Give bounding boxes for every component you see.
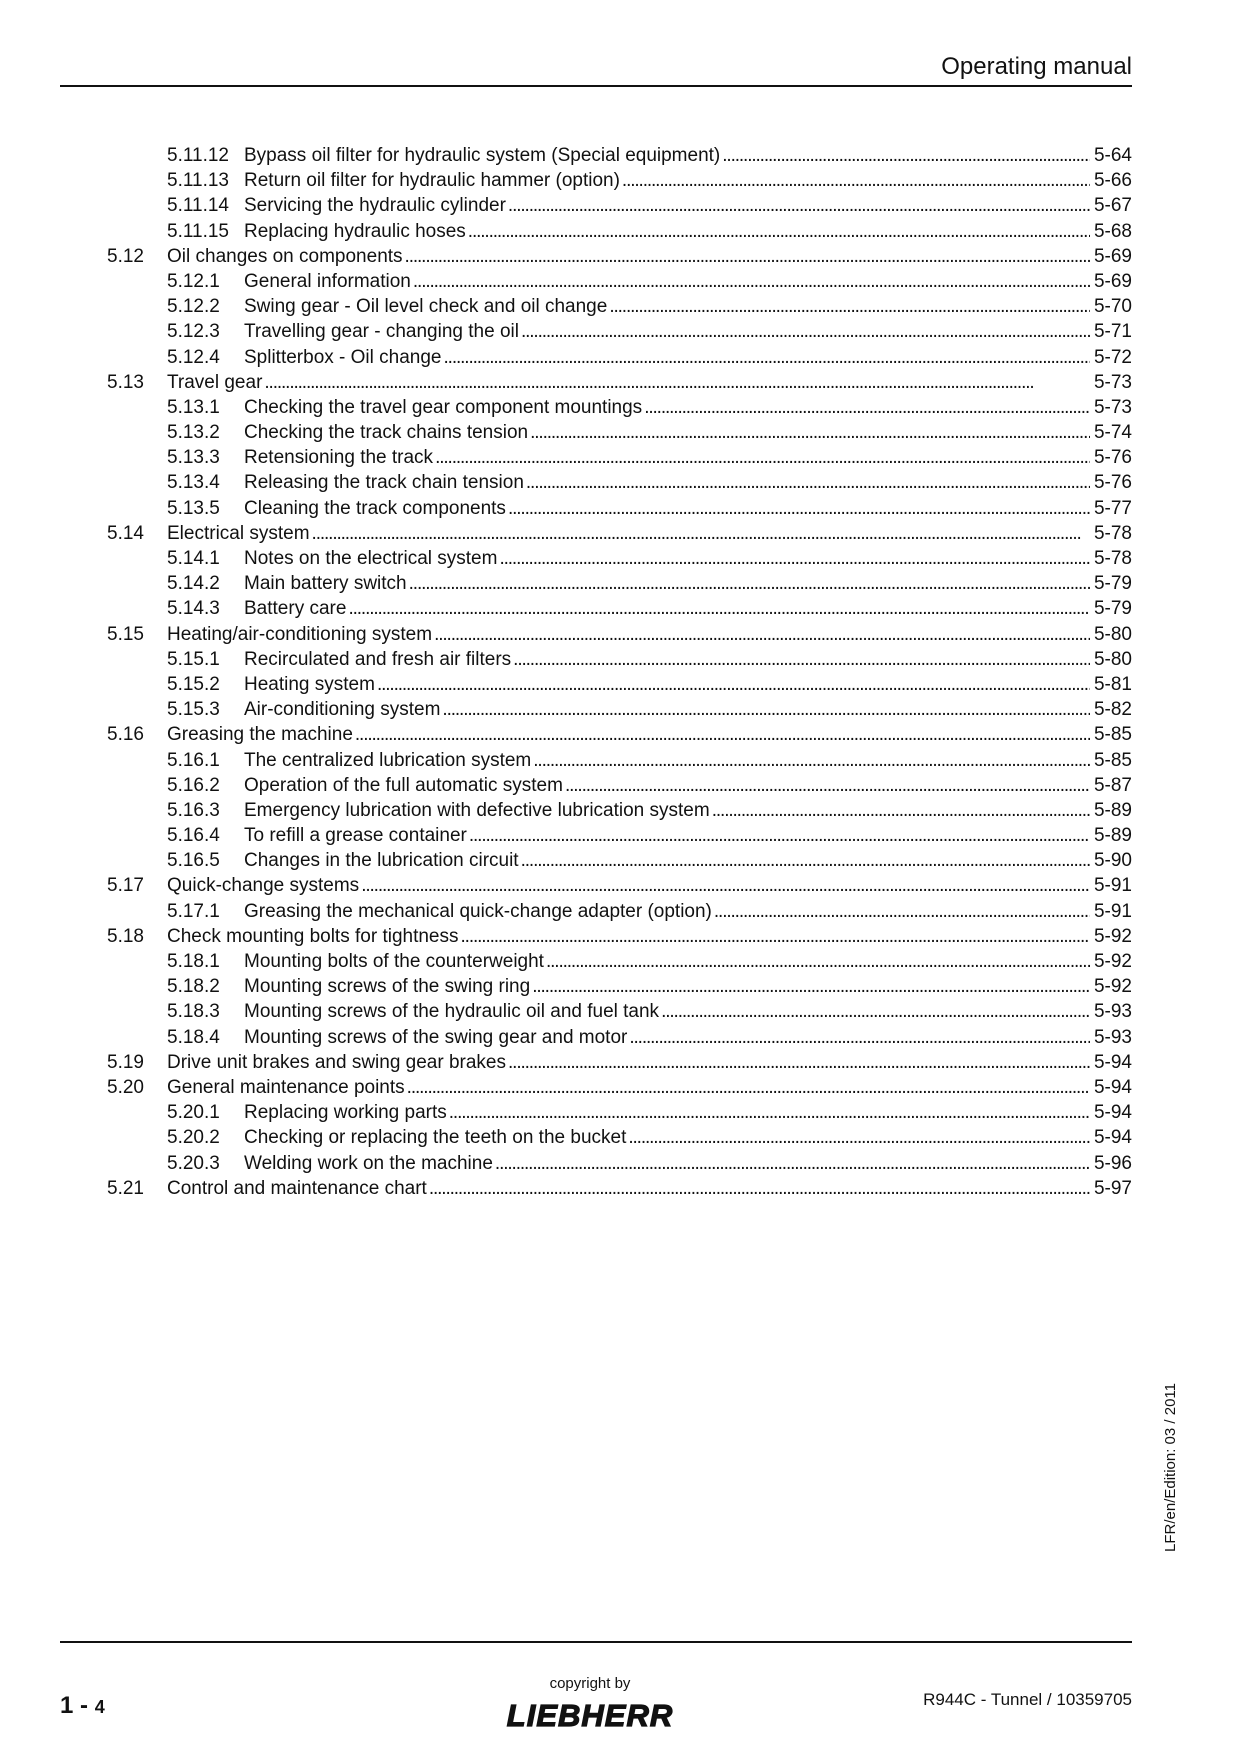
toc-entry-page: 5-80 (1093, 648, 1132, 670)
toc-entry-title: Mounting bolts of the counterweight (244, 951, 544, 972)
toc-entry (0, 672, 1240, 697)
toc-entry-title: Checking the track chains tension (244, 422, 529, 444)
toc-leader-dots (361, 873, 1090, 898)
toc-entry-body (167, 1075, 1132, 1100)
toc-entry-number: 5.18.4 (167, 1026, 220, 1048)
toc-entry-number: 5.12.3 (167, 321, 220, 343)
toc-entry-title: Greasing the mechanical quick-change adapter (option) (244, 900, 712, 922)
toc-entry (0, 420, 1240, 445)
toc-entry-page: 5-90 (1093, 850, 1132, 872)
toc-entry (0, 647, 1240, 672)
toc-entry-number: 5.20.1 (167, 1102, 220, 1124)
toc-leader-dots (714, 899, 1090, 924)
toc-entry (0, 848, 1240, 873)
toc-entry-title: Quick-change systems (167, 875, 360, 897)
toc-entry-page: 5-85 (1093, 724, 1132, 746)
toc-entry-body (244, 647, 1132, 672)
toc-entry (0, 773, 1240, 798)
toc-entry-number: 5.13.2 (167, 422, 220, 444)
toc-entry-page: 5-91 (1093, 875, 1132, 897)
toc-entry-page: 5-71 (1093, 321, 1132, 343)
toc-leader-dots (461, 924, 1090, 949)
footer-chapter: 1 - (60, 1692, 89, 1719)
toc-entry-body (244, 420, 1132, 445)
toc-leader-dots (508, 496, 1090, 521)
toc-entry-body (244, 848, 1132, 873)
toc-entry (0, 823, 1240, 848)
toc-leader-dots (407, 1075, 1090, 1100)
footer-page: 4 (94, 1697, 105, 1717)
toc-entry-title: Welding work on the machine (244, 1152, 493, 1174)
toc-entry (0, 748, 1240, 773)
toc-entry-page: 5-94 (1093, 1051, 1132, 1073)
toc-entry-number: 5.18.2 (167, 976, 220, 998)
toc-entry-body (244, 823, 1132, 848)
toc-entry-title: Replacing hydraulic hoses (244, 220, 466, 242)
toc-entry-body (167, 1176, 1132, 1201)
toc-leader-dots (533, 748, 1090, 773)
toc-entry-body (244, 345, 1132, 370)
toc-entry-title: Swing gear - Oil level check and oil change (244, 296, 608, 318)
toc-leader-dots (532, 974, 1090, 999)
toc-entry-title: Control and maintenance chart (167, 1177, 427, 1199)
toc-entry-body (167, 1050, 1132, 1075)
toc-entry (0, 219, 1240, 244)
toc-leader-dots (355, 722, 1090, 747)
toc-entry-number: 5.15.1 (167, 648, 220, 670)
toc-entry-page: 5-96 (1093, 1152, 1132, 1174)
toc-entry (0, 1075, 1240, 1100)
toc-leader-dots (312, 521, 1090, 546)
toc-entry-number: 5.20.2 (167, 1127, 220, 1149)
toc-entry (0, 521, 1240, 546)
toc-entry-number: 5.17.1 (167, 900, 220, 922)
toc-entry-title: To refill a grease container (244, 825, 467, 847)
toc-leader-dots (444, 345, 1090, 370)
toc-entry-number: 5.13.1 (167, 396, 220, 418)
header-rule (60, 85, 1132, 87)
toc-entry (0, 143, 1240, 168)
toc-entry-number: 5.19 (107, 1051, 144, 1073)
toc-entry-title: Electrical system (167, 522, 310, 544)
toc-leader-dots (429, 1176, 1090, 1201)
toc-entry-number: 5.12 (107, 245, 144, 267)
toc-leader-dots (661, 999, 1090, 1024)
toc-entry-body (167, 521, 1132, 546)
toc-entry-title: Cleaning the track components (244, 497, 506, 519)
toc-entry-number: 5.13 (107, 371, 144, 393)
toc-entry-title: Servicing the hydraulic cylinder (244, 195, 506, 217)
toc-entry-page: 5-94 (1093, 1127, 1132, 1149)
toc-entry (0, 1176, 1240, 1201)
toc-entry-title: Oil changes on components (167, 245, 403, 267)
toc-entry (0, 697, 1240, 722)
toc-entry-page: 5-69 (1093, 270, 1132, 292)
toc-entry-body (244, 748, 1132, 773)
toc-entry-page: 5-93 (1093, 1026, 1132, 1048)
toc-leader-dots (513, 647, 1090, 672)
toc-entry-body (167, 924, 1132, 949)
toc-entry-number: 5.12.2 (167, 296, 220, 318)
toc-entry (0, 974, 1240, 999)
toc-entry-page: 5-92 (1093, 925, 1132, 947)
toc-entry-page: 5-72 (1093, 346, 1132, 368)
toc-entry-page: 5-79 (1093, 598, 1132, 620)
toc-entry-title: Heating system (244, 673, 375, 695)
toc-entry-body (167, 722, 1132, 747)
toc-entry-title: Changes in the lubrication circuit (244, 850, 519, 872)
toc-entry-body (244, 899, 1132, 924)
toc-entry (0, 873, 1240, 898)
toc-entry-page: 5-64 (1093, 145, 1132, 166)
toc-entry (0, 899, 1240, 924)
toc-entry-page: 5-73 (1093, 371, 1132, 393)
toc-entry (0, 294, 1240, 319)
toc-entry-body (244, 999, 1132, 1024)
toc-entry (0, 345, 1240, 370)
toc-entry (0, 445, 1240, 470)
toc-leader-dots (348, 596, 1090, 621)
toc-entry-body (244, 143, 1132, 168)
toc-entry-number: 5.20.3 (167, 1152, 220, 1174)
toc-entry-page: 5-74 (1093, 422, 1132, 444)
toc-entry-title: Recirculated and fresh air filters (244, 648, 512, 670)
toc-entry-title: Drive unit brakes and swing gear brakes (167, 1051, 507, 1073)
footer-rule (60, 1641, 1132, 1643)
toc-entry-number: 5.13.4 (167, 472, 220, 494)
toc-entry-title: Mounting screws of the hydraulic oil and fuel tank (244, 1001, 660, 1023)
footer-copyright: copyright by (549, 1675, 631, 1692)
toc-entry (0, 1025, 1240, 1050)
toc-entry-number: 5.16.1 (167, 749, 220, 771)
toc-entry-title: Splitterbox - Oil change (244, 346, 442, 368)
toc-leader-dots (530, 420, 1090, 445)
toc-entry-title: General information (244, 270, 411, 292)
footer-page-number (60, 1692, 105, 1720)
toc-entry-page: 5-66 (1093, 170, 1132, 192)
toc-entry-number: 5.11.13 (167, 170, 229, 192)
footer-model: R944C - Tunnel / 10359705 (923, 1690, 1132, 1709)
toc-entry-page: 5-78 (1093, 548, 1132, 569)
toc-entry-number: 5.18.3 (167, 1001, 220, 1023)
toc-entry-number: 5.12.4 (167, 346, 220, 368)
toc-entry-page: 5-94 (1093, 1076, 1132, 1098)
toc-leader-dots (546, 949, 1090, 974)
toc-entry-page: 5-67 (1093, 195, 1132, 217)
toc-entry-body (244, 1125, 1132, 1150)
toc-entry-title: Travel gear (167, 371, 263, 393)
toc-entry-page: 5-80 (1093, 623, 1132, 645)
toc-entry (0, 596, 1240, 621)
toc-entry-number: 5.16.4 (167, 825, 220, 847)
toc-entry-body (244, 596, 1132, 621)
toc-entry-number: 5.14.3 (167, 598, 220, 620)
toc-leader-dots (521, 848, 1090, 873)
toc-entry-number: 5.18 (107, 925, 144, 947)
toc-entry (0, 1100, 1240, 1125)
toc-entry-title: Battery care (244, 598, 347, 620)
toc-leader-dots (609, 294, 1090, 319)
toc-leader-dots (449, 1100, 1090, 1125)
toc-entry-body (244, 1025, 1132, 1050)
toc-entry-title: Emergency lubrication with defective lubrication system (244, 799, 710, 821)
toc-entry-number: 5.18.1 (167, 951, 220, 972)
toc-entry-title: Travelling gear - changing the oil (244, 321, 519, 343)
toc-leader-dots (435, 445, 1090, 470)
toc-entry-body (244, 546, 1132, 571)
toc-entry-body (244, 697, 1132, 722)
toc-entry-body (244, 319, 1132, 344)
toc-entry-body (244, 949, 1132, 974)
toc-leader-dots (508, 193, 1090, 218)
toc-leader-dots (495, 1151, 1090, 1176)
toc-leader-dots (521, 319, 1090, 344)
toc-entry-title: Main battery switch (244, 573, 407, 595)
toc-entry-body (244, 571, 1132, 596)
toc-entry-page: 5-73 (1093, 396, 1132, 418)
toc-entry-title: Air-conditioning system (244, 699, 441, 721)
toc-entry-title: Mounting screws of the swing gear and motor (244, 1026, 628, 1048)
toc-leader-dots (508, 1050, 1090, 1075)
toc-leader-dots (644, 395, 1090, 420)
toc-entry-page: 5-68 (1093, 220, 1132, 242)
toc-entry-number: 5.14.2 (167, 573, 220, 595)
edition-note: LFR/en/Edition: 03 / 2011 (1162, 1383, 1179, 1552)
toc-entry-page: 5-79 (1093, 573, 1132, 595)
toc-entry-body (244, 1151, 1132, 1176)
toc-entry-body (244, 1100, 1132, 1125)
toc-entry-body (244, 168, 1132, 193)
toc-entry-body (244, 193, 1132, 218)
toc-entry-number: 5.11.12 (167, 145, 229, 166)
toc-entry (0, 1151, 1240, 1176)
toc-entry-number: 5.11.14 (167, 195, 229, 217)
toc-entry-page: 5-76 (1093, 472, 1132, 494)
toc-entry-page: 5-76 (1093, 447, 1132, 469)
toc-entry-number: 5.17 (107, 875, 144, 897)
toc-entry-body (244, 672, 1132, 697)
toc-entry-page: 5-87 (1093, 774, 1132, 796)
toc-leader-dots (377, 672, 1090, 697)
toc-entry-title: Notes on the electrical system (244, 548, 498, 569)
toc-leader-dots (628, 1125, 1090, 1150)
toc-leader-dots (499, 546, 1090, 571)
toc-entry (0, 370, 1240, 395)
toc-entry (0, 496, 1240, 521)
toc-entry-title: Releasing the track chain tension (244, 472, 524, 494)
toc-entry-title: Operation of the full automatic system (244, 774, 563, 796)
toc-entry-page: 5-94 (1093, 1102, 1132, 1124)
toc-entry-number: 5.13.3 (167, 447, 220, 469)
toc-entry (0, 571, 1240, 596)
toc-leader-dots (565, 773, 1090, 798)
toc-leader-dots (622, 168, 1090, 193)
toc-entry (0, 244, 1240, 269)
toc-entry-page: 5-92 (1093, 976, 1132, 998)
toc-entry (0, 168, 1240, 193)
toc-entry-number: 5.13.5 (167, 497, 220, 519)
toc-entry (0, 949, 1240, 974)
toc-entry-number: 5.15.3 (167, 699, 220, 721)
toc-entry-page: 5-89 (1093, 799, 1132, 821)
toc-entry-number: 5.11.15 (167, 220, 229, 242)
toc-entry-title: Check mounting bolts for tightness (167, 925, 459, 947)
toc-leader-dots (442, 697, 1090, 722)
toc-entry-number: 5.21 (107, 1177, 144, 1199)
toc-leader-dots (409, 571, 1090, 596)
toc-entry-body (244, 470, 1132, 495)
toc-entry-number: 5.16.2 (167, 774, 220, 796)
toc-entry-page: 5-82 (1093, 699, 1132, 721)
toc-entry-page: 5-97 (1093, 1177, 1132, 1199)
toc-entry (0, 546, 1240, 571)
toc-leader-dots (405, 244, 1090, 269)
logo-text: LIEBHERR (506, 1698, 674, 1732)
toc-entry-title: The centralized lubrication system (244, 749, 532, 771)
toc-entry (0, 269, 1240, 294)
toc-entry-body (244, 798, 1132, 823)
toc-entry-body (244, 294, 1132, 319)
toc-entry-title: Mounting screws of the swing ring (244, 976, 531, 998)
toc-entry-body (167, 873, 1132, 898)
toc-leader-dots (468, 219, 1090, 244)
toc-entry-page: 5-77 (1093, 497, 1132, 519)
toc-entry-title: Greasing the machine (167, 724, 353, 746)
liebherr-logo (490, 1698, 690, 1732)
toc-entry-page: 5-85 (1093, 749, 1132, 771)
toc-entry-body (167, 622, 1132, 647)
toc-entry (0, 1050, 1240, 1075)
toc-entry-title: Heating/air-conditioning system (167, 623, 433, 645)
toc-entry-title: Replacing working parts (244, 1102, 447, 1124)
toc-entry-body (167, 244, 1132, 269)
toc-entry-page: 5-92 (1093, 951, 1132, 972)
toc-entry-body (244, 496, 1132, 521)
toc-entry-title: Checking the travel gear component mountings (244, 396, 643, 418)
toc-leader-dots (264, 370, 1090, 395)
toc-leader-dots (526, 470, 1090, 495)
toc-entry (0, 722, 1240, 747)
toc-entry-body (244, 269, 1132, 294)
toc-entry-number: 5.16.3 (167, 799, 220, 821)
toc-leader-dots (434, 622, 1090, 647)
toc-entry (0, 1125, 1240, 1150)
toc-entry-page: 5-70 (1093, 296, 1132, 318)
toc-entry-title: Bypass oil filter for hydraulic system (Special equipment) (244, 145, 721, 166)
toc-entry-number: 5.12.1 (167, 270, 220, 292)
toc-entry-page: 5-89 (1093, 825, 1132, 847)
toc-leader-dots (629, 1025, 1090, 1050)
toc-entry-page: 5-91 (1093, 900, 1132, 922)
toc-entry-number: 5.15.2 (167, 673, 220, 695)
toc-entry (0, 193, 1240, 218)
toc-entry-number: 5.16 (107, 724, 144, 746)
toc-entry (0, 924, 1240, 949)
toc-entry-body (167, 370, 1132, 395)
toc-entry (0, 395, 1240, 420)
toc-leader-dots (413, 269, 1090, 294)
toc-entry (0, 319, 1240, 344)
toc-entry-number: 5.14 (107, 522, 144, 544)
toc-leader-dots (712, 798, 1090, 823)
toc-leader-dots (722, 143, 1090, 168)
toc-leader-dots (469, 823, 1090, 848)
toc-entry-page: 5-93 (1093, 1001, 1132, 1023)
table-of-contents (0, 143, 1240, 1201)
toc-entry (0, 798, 1240, 823)
toc-entry-page: 5-78 (1093, 522, 1132, 544)
toc-entry (0, 999, 1240, 1024)
header-title: Operating manual (941, 53, 1132, 80)
toc-entry-number: 5.14.1 (167, 548, 220, 569)
toc-entry-page: 5-69 (1093, 245, 1132, 267)
toc-entry-title: General maintenance points (167, 1076, 405, 1098)
toc-entry-body (244, 445, 1132, 470)
toc-entry (0, 622, 1240, 647)
toc-entry-body (244, 773, 1132, 798)
toc-entry-title: Checking or replacing the teeth on the bucket (244, 1127, 627, 1149)
toc-entry-body (244, 974, 1132, 999)
toc-entry-title: Retensioning the track (244, 447, 434, 469)
toc-entry-number: 5.20 (107, 1076, 144, 1098)
toc-entry-page: 5-81 (1093, 673, 1132, 695)
toc-entry-number: 5.16.5 (167, 850, 220, 872)
toc-entry-title: Return oil filter for hydraulic hammer (option) (244, 170, 620, 192)
toc-entry (0, 470, 1240, 495)
toc-entry-body (244, 395, 1132, 420)
toc-entry-body (244, 219, 1132, 244)
toc-entry-number: 5.15 (107, 623, 144, 645)
